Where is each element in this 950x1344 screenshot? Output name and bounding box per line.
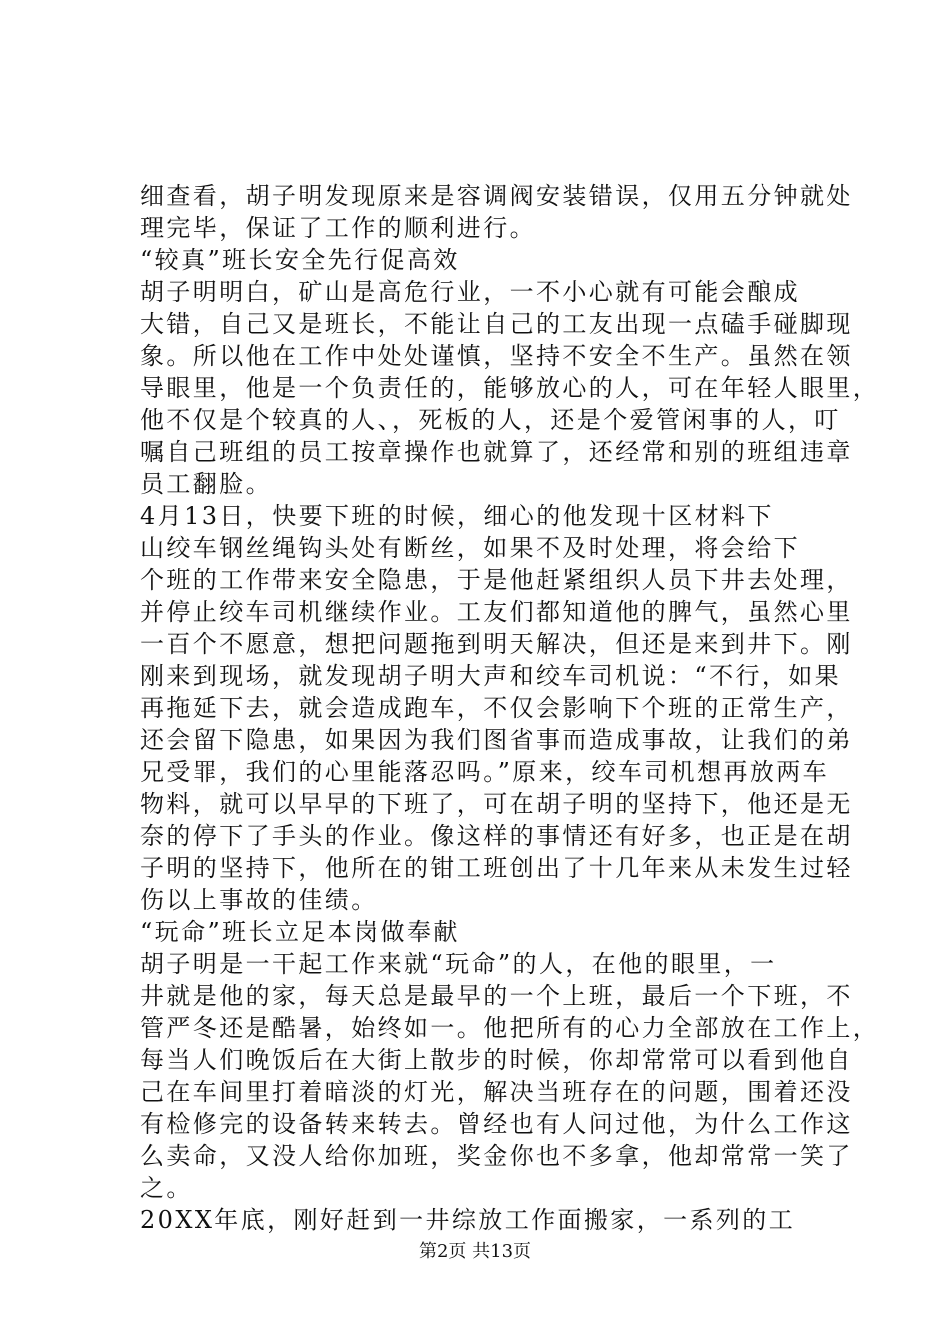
- text-line: 导眼里，他是一个负责任的，能够放心的人，可在年轻人眼里，: [140, 374, 880, 402]
- text-line: 4月13日，快要下班的时候，细心的他发现十区材料下: [140, 502, 774, 530]
- text-line: 一百个不愿意，想把问题拖到明天解决，但还是来到井下。刚: [140, 630, 853, 658]
- text-line: 象。所以他在工作中处处谨慎，坚持不安全不生产。虽然在领: [140, 342, 853, 370]
- text-line: 伤以上事故的佳绩。: [140, 886, 378, 914]
- text-line: 每当人们晚饭后在大街上散步的时候，你却常常可以看到他自: [140, 1046, 853, 1074]
- text-line: 有检修完的设备转来转去。曾经也有人问过他，为什么工作这: [140, 1110, 853, 1138]
- text-line: 理完毕，保证了工作的顺利进行。: [140, 214, 536, 242]
- text-line: 山绞车钢丝绳钩头处有断丝，如果不及时处理，将会给下: [140, 534, 800, 562]
- text-line: 兄受罪，我们的心里能落忍吗。”原来，绞车司机想再放两车: [140, 758, 830, 786]
- text-line: 己在车间里打着暗淡的灯光，解决当班存在的问题，围着还没: [140, 1078, 853, 1106]
- text-line: 胡子明是一干起工作来就“玩命”的人，在他的眼里，一: [140, 950, 777, 978]
- text-line: 他不仅是个较真的人、，死板的人，还是个爱管闲事的人，叮: [140, 406, 841, 434]
- text-line: 管严冬还是酷暑，始终如一。他把所有的心力全部放在工作上，: [140, 1014, 880, 1042]
- text-line: 子明的坚持下，他所在的钳工班创出了十几年来从未发生过轻: [140, 854, 853, 882]
- text-line: 嘱自己班组的员工按章操作也就算了，还经常和别的班组违章: [140, 438, 853, 466]
- text-line: 并停止绞车司机继续作业。工友们都知道他的脾气，虽然心里: [140, 598, 853, 626]
- page-footer: 第2页 共13页: [418, 1241, 532, 1262]
- text-line: 个班的工作带来安全隐患，于是他赶紧组织人员下井去处理，: [140, 566, 853, 594]
- section-heading: “玩命”班长立足本岗做奉献: [140, 918, 460, 946]
- text-line: 物料，就可以早早的下班了，可在胡子明的坚持下，他还是无: [140, 790, 853, 818]
- text-line: 之。: [140, 1174, 193, 1202]
- text-line: 还会留下隐患，如果因为我们图省事而造成事故，让我们的弟: [140, 726, 853, 754]
- text-line: 大错，自己又是班长，不能让自己的工友出现一点磕手碰脚现: [140, 310, 853, 338]
- text-line: 20XX年底，刚好赶到一井综放工作面搬家，一系列的工: [140, 1206, 796, 1234]
- text-line: 井就是他的家，每天总是最早的一个上班，最后一个下班，不: [140, 982, 853, 1010]
- text-line: 么卖命，又没人给你加班，奖金你也不多拿，他却常常一笑了: [140, 1142, 853, 1170]
- text-line: 细查看，胡子明发现原来是容调阀安装错误，仅用五分钟就处: [140, 182, 853, 210]
- text-line: 员工翻脸。: [140, 470, 272, 498]
- text-line: 再拖延下去，就会造成跑车，不仅会影响下个班的正常生产，: [140, 694, 853, 722]
- text-line: 刚来到现场，就发现胡子明大声和绞车司机说：“不行，如果: [140, 662, 842, 690]
- text-line: 奈的停下了手头的作业。像这样的事情还有好多，也正是在胡: [140, 822, 853, 850]
- text-line: 胡子明明白，矿山是高危行业，一不小心就有可能会酿成: [140, 278, 800, 306]
- section-heading: “较真”班长安全先行促高效: [140, 246, 460, 274]
